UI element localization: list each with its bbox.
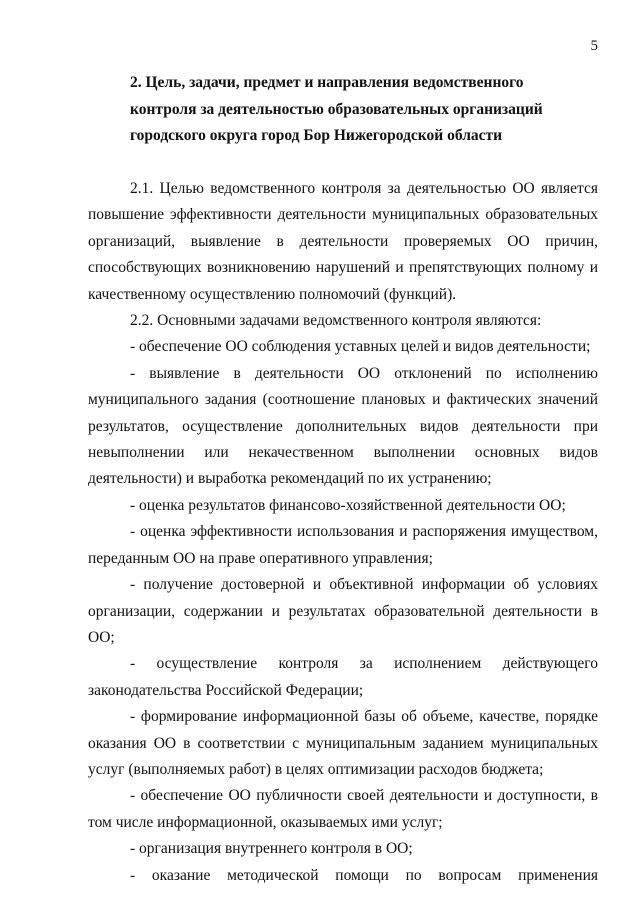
list-item: - обеспечение ОО соблюдения уставных целей и видов деятельности; <box>130 338 591 356</box>
section-heading-line: 2. Цель, задачи, предмет и направления ведомственного <box>130 74 524 91</box>
list-item: - осуществление контроля за исполнением действующего законодательства Российской Федерации; <box>88 655 598 699</box>
section-body <box>88 176 598 889</box>
list-item: - оценка эффективности использования и распоряжения имуществом, переданным ОО на праве оперативного управления; <box>88 523 598 567</box>
list-item: - оказание методической помощи по вопросам применения <box>130 866 598 884</box>
list-item: - оценка результатов финансово-хозяйственной деятельности ОО; <box>130 496 566 514</box>
list-item: - организация внутреннего контроля в ОО; <box>130 840 413 858</box>
list-item: - формирование информационной базы об объеме, качестве, порядке оказания ОО в соответствии с муниципальным заданием муниципальных услуг (выполняемых работ) в целях оптимизации расходов бюджета; <box>88 708 598 778</box>
page-number: 5 <box>590 38 598 54</box>
section-heading <box>130 70 600 150</box>
list-item: - получение достоверной и объективной информации об условиях организации, содержании и результатах образовательной деятельности в ОО; <box>88 576 598 646</box>
list-item: - выявление в деятельности ОО отклонений по исполнению муниципального задания (соотношение плановых и фактических значений результатов, осуществление дополнительных видов деятельности при невыполнении или некачественном выполнении основных видов деятельности) и выработка рекомендаций по их устранению; <box>88 364 598 488</box>
section-heading-line: городского округа город Бор Нижегородской области <box>130 127 503 144</box>
paragraph-goal: 2.1. Целью ведомственного контроля за деятельностью ОО является повышение эффективности деятельности муниципальных образовательных организаций, выявление в деятельности проверяемых ОО причин, способствующих возникновению нарушений и препятствующих полному и качественному осуществлению полномочий (функций). <box>88 180 598 303</box>
paragraph-tasks-intro: 2.2. Основными задачами ведомственного контроля являются: <box>130 312 542 330</box>
section-heading-line: контроля за деятельностью образовательных организаций <box>130 100 543 118</box>
list-item: - обеспечение ОО публичности своей деятельности и доступности, в том числе информационной, оказываемых ими услуг; <box>88 787 598 831</box>
